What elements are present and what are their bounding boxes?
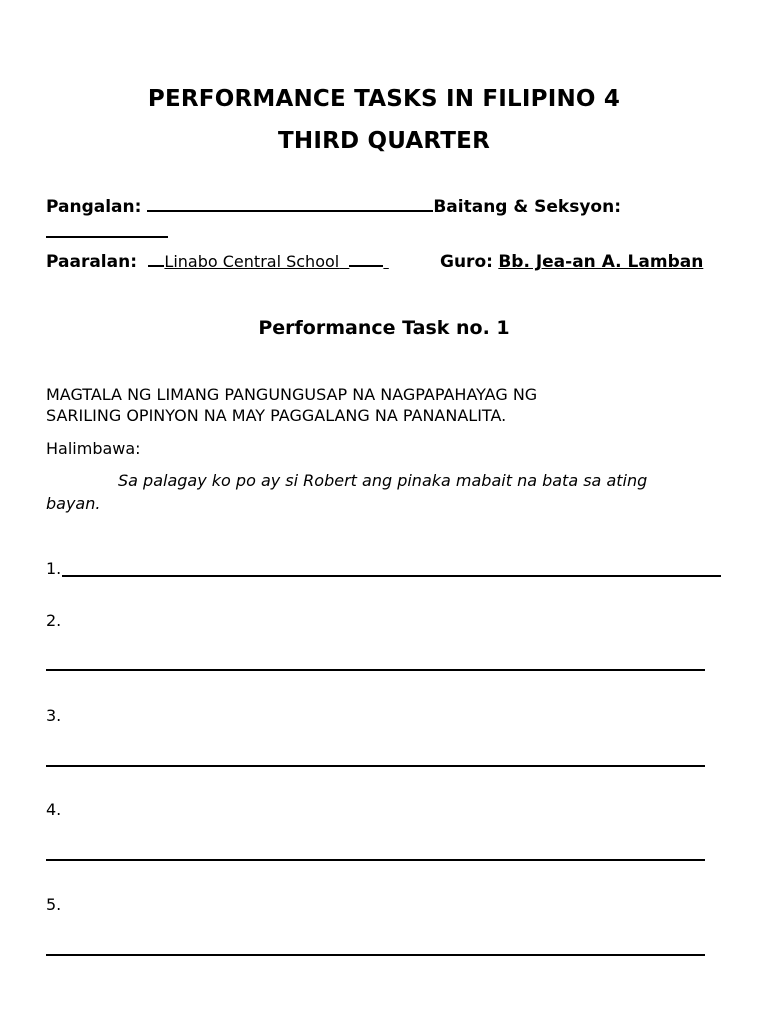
example-line-2: bayan.: [46, 494, 101, 513]
school-label: Paaralan:: [46, 252, 138, 272]
answer-line-2[interactable]: [46, 669, 705, 671]
answer-number-2: 2.: [46, 611, 62, 630]
answer-line-3[interactable]: [46, 765, 705, 767]
grade-field[interactable]: [46, 236, 168, 238]
school-field-lead: [148, 264, 164, 267]
document-subtitle: THIRD QUARTER: [277, 128, 490, 154]
answer-number-3: 3.: [46, 706, 62, 725]
name-grade-row: [46, 197, 621, 217]
answer-line-1[interactable]: [62, 575, 721, 577]
document-title: PERFORMANCE TASKS IN FILIPINO 4: [147, 86, 621, 112]
grade-label: Baitang & Seksyon:: [433, 197, 621, 217]
name-label: Pangalan:: [46, 197, 142, 217]
answer-number-4: 4.: [46, 800, 62, 819]
instruction-line-1: MAGTALA NG LIMANG PANGUNGUSAP NA NAGPAPAHAYAG NG: [46, 385, 538, 404]
task-heading: Performance Task no. 1: [258, 317, 510, 339]
teacher-label: Guro:: [440, 252, 493, 272]
answer-number-1: 1.: [46, 559, 62, 578]
answer-line-5[interactable]: [46, 954, 705, 956]
name-field[interactable]: [147, 209, 433, 212]
answer-number-5: 5.: [46, 895, 62, 914]
example-label: Halimbawa:: [46, 439, 141, 458]
teacher-value: Bb. Jea-an A. Lamban: [498, 252, 704, 272]
instruction-line-2: SARILING OPINYON NA MAY PAGGALANG NA PANANALITA.: [46, 406, 507, 425]
answer-line-4[interactable]: [46, 859, 705, 861]
school-teacher-row: [46, 252, 389, 272]
school-value[interactable]: Linabo Central School: [164, 252, 340, 271]
example-line-1: Sa palagay ko po ay si Robert ang pinaka mabait na bata sa ating: [118, 471, 648, 490]
teacher-group: [440, 252, 703, 272]
school-field-tail: [349, 264, 383, 267]
